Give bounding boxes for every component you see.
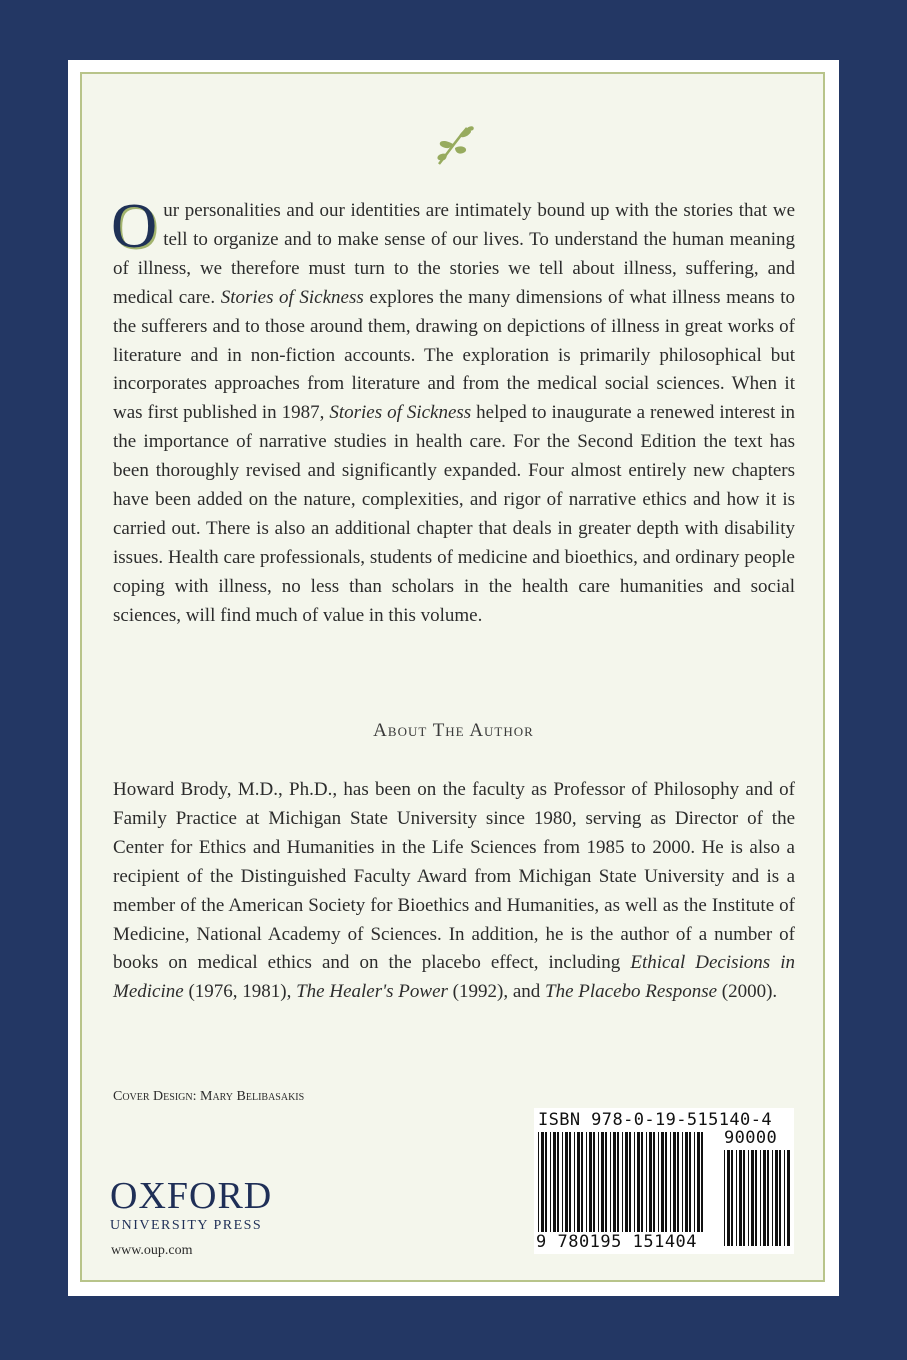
bio-part-2: (1976, 1981), [183,981,297,1003]
barcode-bar [574,1132,575,1232]
barcode-bar [673,1132,676,1232]
barcode-bar [779,1150,781,1246]
drop-cap: O [111,190,158,261]
barcode-bar [538,1132,539,1232]
barcode-bar [586,1132,587,1232]
barcode-bar [637,1132,640,1232]
barcode-bar [658,1132,659,1232]
publisher-logo [110,1176,272,1234]
barcode-bar [701,1132,703,1232]
book-title-placebo-response: The Placebo Response [545,981,718,1003]
book-title-ethical-decisions: Ethical Decisions in Medicine [113,952,796,1003]
barcode-bar [569,1132,571,1232]
barcode-bar [767,1150,769,1246]
description-part-1: ur personalities and our identities are intimately bound up with the stories that we tell to organize and to make sense of our lives. To understand the human meaning of illness, we therefore must turn to the stories we tell about illness, suffering, and medical care. [113,200,795,308]
isbn-barcode [534,1108,794,1254]
description-part-2: explores the many dimensions of what illness means to the sufferers and to those around them, drawing on depictions of illness in great works of literature and in non-fiction accounts. The exploration is primarily philosophical but incorporates approaches from literature and from the medical social sciences. When it was first published in 1987, [113,286,796,424]
barcode-bar [755,1150,757,1246]
barcode-bar [784,1150,785,1246]
publisher-url: www.oup.com [111,1243,193,1258]
barcode-bar [763,1150,766,1246]
title-stories-of-sickness: Stories of Sickness [220,286,364,308]
bio-part-3: (1992), and [447,981,546,1003]
barcode-bar [541,1132,544,1232]
about-author-heading: About The Author [373,720,534,741]
barcode-bar [772,1150,773,1246]
barcode-bar [605,1132,607,1232]
cover-design-credit: Cover Design: Mary Belibasakis [113,1089,305,1104]
barcode-bar [697,1132,700,1232]
barcode-bar [727,1150,730,1246]
barcode-bar [661,1132,664,1232]
barcode-bar [581,1132,583,1232]
barcode-bar [682,1132,683,1232]
barcode-bar [601,1132,604,1232]
ean-digits: 9 780195 151404 [536,1232,698,1252]
publisher-subtitle: UNIVERSITY PRESS [110,1218,263,1233]
barcode-bar [748,1150,749,1246]
barcode-bar [775,1150,778,1246]
barcode-bar [689,1132,691,1232]
bio-part-4: (2000). [717,981,778,1003]
barcode-bar [634,1132,635,1232]
barcode-bar [641,1132,643,1232]
barcode-bar [617,1132,619,1232]
barcode-bar [589,1132,592,1232]
isbn-number: ISBN 978-0-19-515140-4 [538,1110,772,1130]
barcode-bar [610,1132,611,1232]
barcode-bar [622,1132,623,1232]
book-description [111,190,796,631]
barcode-bar [562,1132,563,1232]
title-stories-of-sickness-2: Stories of Sickness [329,402,472,424]
barcode-bar [743,1150,745,1246]
barcode-bar [613,1132,616,1232]
barcode-bar [739,1150,742,1246]
barcode-bar [665,1132,667,1232]
bio-part-1: Howard Brody, M.D., Ph.D., has been on the faculty as Professor of Philosophy and of Family Practice at Michigan State University since 1980, serving as Director of the Center for Ethics and Humanities in the Life Sciences from 1985 to 2000. He is also a recipient of the Distinguished Faculty Award from Michigan State University and is a member of the American Society for Bioethics and Humanities, as well as the Institute of Medicine, National Academy of Sciences. In addition, he is the author of a number of books on medical ethics and on the placebo effect, including [113,779,795,974]
barcode-bar [751,1150,754,1246]
barcode-bar [724,1150,725,1246]
barcode-bar [593,1132,595,1232]
barcode-bar [736,1150,737,1246]
price-addon: 90000 [724,1128,778,1148]
barcode-bar [565,1132,568,1232]
description-part-3: helped to inaugurate a renewed interest in the importance of narrative studies in health care. For the Second Edition the text has been thoroughly revised and significantly expanded. Four almost entirely new chapters have been added on the nature, complexities, and rigor of narrative ethics and how it is carried out. There is also an additional chapter that deals in greater depth with disability issues. Health care professionals, students of medicine and bioethics, and ordinary people coping with illness, no less than scholars in the health care humanities and social sciences, will find much of value in this volume. [113,402,795,626]
book-title-healers-power: The Healer's Power [296,981,448,1003]
barcode-bar [553,1132,556,1232]
barcode-bar [557,1132,559,1232]
barcode-bar [653,1132,655,1232]
author-bio [113,776,795,1007]
barcode-bar [646,1132,647,1232]
barcode-bar [550,1132,551,1232]
barcode-bar [629,1132,631,1232]
barcode-bar [694,1132,695,1232]
barcode-bar [625,1132,628,1232]
barcode-bar [649,1132,652,1232]
barcode-bar [760,1150,761,1246]
barcode-bar [677,1132,679,1232]
barcode-bar [685,1132,688,1232]
barcode-bar [545,1132,547,1232]
publisher-name: OXFORD [110,1175,273,1217]
barcode-bar [577,1132,580,1232]
barcode-bar [787,1150,790,1246]
barcode-bar [670,1132,671,1232]
barcode-bar [731,1150,733,1246]
leaf-sprig-icon [433,120,475,168]
barcode-bar [598,1132,599,1232]
